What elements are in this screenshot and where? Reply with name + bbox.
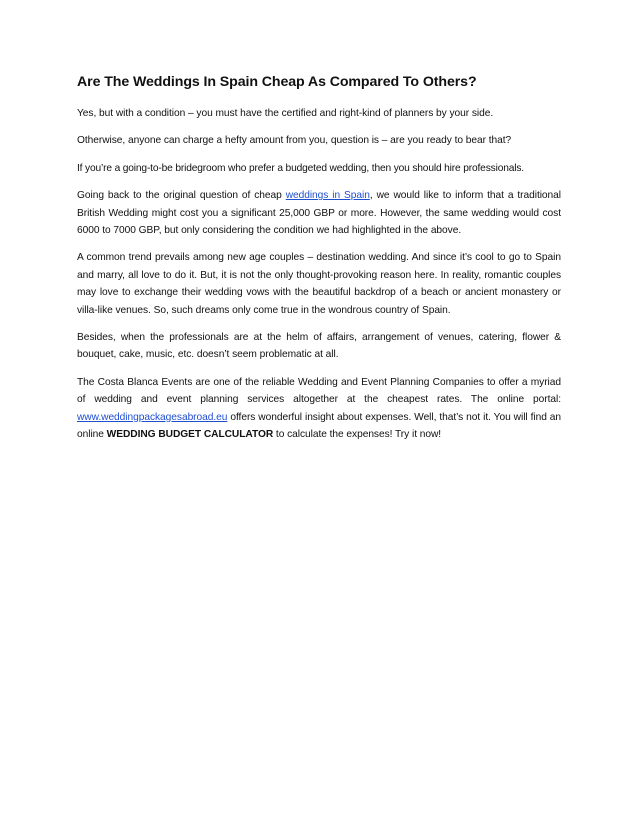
document-title: Are The Weddings In Spain Cheap As Compared To Others?	[77, 74, 477, 90]
paragraph-4-text-after-link: , we would like to inform that a traditional British Wedding might cost you a significant 25,000 GBP or more. However, the same wedding would cost 6000 to 7000 GBP, but only considering the condition we had highlighted in the above.	[77, 190, 561, 237]
paragraph-2: Otherwise, anyone can charge a hefty amount from you, question is – are you ready to bear that?	[77, 135, 512, 147]
paragraph-4-text-before-link: Going back to the original question of cheap	[77, 190, 286, 202]
paragraph-7	[77, 374, 561, 444]
paragraph-7-text-end: to calculate the expenses! Try it now!	[273, 429, 442, 441]
paragraph-3: If you’re a going-to-be bridegroom who prefer a budgeted wedding, then you should hire professionals.	[77, 162, 524, 174]
paragraph-4	[77, 187, 561, 239]
paragraph-7-text-after-link: offers wonderful insight about expenses. Well, that’s not it. You will find an online	[77, 411, 561, 441]
paragraph-6: Besides, when the professionals are at the helm of affairs, arrangement of venues, catering, flower & bouquet, cake, music, etc. doesn’t seem problematic at all.	[77, 332, 561, 361]
budget-calculator-text: WEDDING BUDGET CALCULATOR	[106, 429, 274, 441]
paragraph-7-text-before-link: The Costa Blanca Events are one of the reliable Wedding and Event Planning Companies to offer a myriad of wedding and event planning services altogether at the cheapest rates. The online portal:	[77, 376, 561, 406]
weddings-in-spain-link[interactable]: weddings in Spain	[285, 190, 370, 202]
paragraph-5: A common trend prevails among new age couples – destination wedding. And since it’s cool to go to Spain and marry, all love to do it. But, it is not the only thought-provoking reason here. In reality, romantic couples may love to exchange their wedding vows with the beautiful backdrop of a beach or ancient monastery or villa-like venues. So, such dreams only come true in the wondrous country of Spain.	[77, 252, 561, 316]
paragraph-1: Yes, but with a condition – you must have the certified and right-kind of planners by your side.	[77, 108, 494, 119]
document-content	[77, 73, 561, 454]
website-link[interactable]: www.weddingpackagesabroad.eu	[77, 411, 228, 423]
